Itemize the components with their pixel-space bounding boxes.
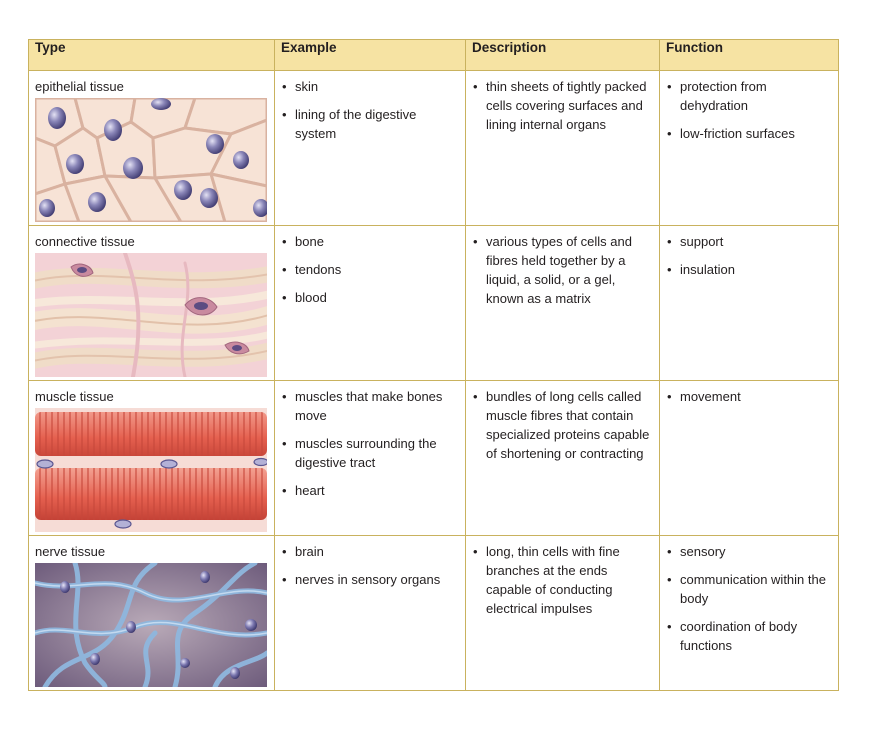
function-item: • sensory [666,542,832,561]
example-item: • muscles that make bones move [281,387,459,425]
type-cell [29,381,275,536]
function-cell [660,226,839,381]
example-item: • bone [281,232,459,251]
function-cell [660,536,839,691]
example-item: • nerves in sensory organs [281,570,459,589]
example-item: • skin [281,77,459,96]
example-item: • heart [281,481,459,500]
example-cell [275,71,466,226]
function-item: • low-friction surfaces [666,124,832,143]
description-cell [466,71,660,226]
description-item: • long, thin cells with fine branches at the ends capable of conducting electrical impulses [472,542,653,618]
example-cell [275,536,466,691]
table-row [29,71,839,226]
table-header-row [29,40,839,71]
example-cell [275,226,466,381]
table-row [29,536,839,691]
example-item: • brain [281,542,459,561]
connective-tissue-image [35,253,267,377]
description-item: • thin sheets of tightly packed cells covering surfaces and lining internal organs [472,77,653,134]
example-item: • tendons [281,260,459,279]
type-cell [29,226,275,381]
function-item: • support [666,232,832,251]
example-item: • muscles surrounding the digestive tract [281,434,459,472]
nerve-tissue-image [35,563,267,687]
header-description: Description [466,40,660,71]
description-item: • bundles of long cells called muscle fibres that contain specialized proteins capable of shortening or contracting [472,387,653,463]
description-cell [466,381,660,536]
example-item: • blood [281,288,459,307]
example-cell [275,381,466,536]
function-item: • coordination of body functions [666,617,832,655]
function-item: • communication within the body [666,570,832,608]
function-item: • protection from dehydration [666,77,832,115]
type-label: connective tissue [35,234,135,249]
description-cell [466,536,660,691]
table-row [29,226,839,381]
description-item: • various types of cells and fibres held together by a liquid, a solid, or a gel, known as a matrix [472,232,653,308]
header-function: Function [660,40,839,71]
header-example: Example [275,40,466,71]
type-label: epithelial tissue [35,79,124,94]
function-item: • insulation [666,260,832,279]
function-cell [660,381,839,536]
type-label: muscle tissue [35,389,114,404]
muscle-tissue-image [35,408,267,532]
tissue-table [28,39,839,691]
header-type: Type [29,40,275,71]
table-row [29,381,839,536]
function-cell [660,71,839,226]
type-label: nerve tissue [35,544,106,559]
type-cell [29,536,275,691]
function-item: • movement [666,387,832,406]
epithelial-tissue-image [35,98,267,222]
example-item: • lining of the digestive system [281,105,459,143]
description-cell [466,226,660,381]
type-cell [29,71,275,226]
